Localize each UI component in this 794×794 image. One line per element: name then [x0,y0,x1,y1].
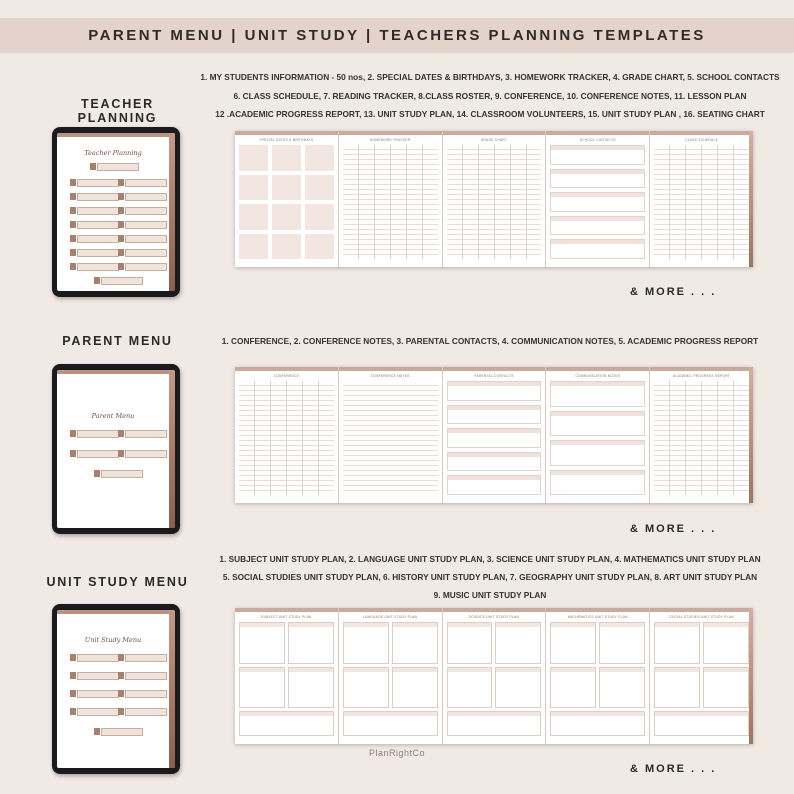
page-heading: COMMUNICATION NOTES [575,374,621,378]
unit-study-menu-title: UNIT STUDY MENU [46,575,189,589]
template-page [235,131,339,267]
parent-list-line-1: 1. CONFERENCE, 2. CONFERENCE NOTES, 3. PARENTAL CONTACTS, 4. COMMUNICATION NOTES, 5. ACADEMIC PROGRESS REPORT [221,336,759,346]
tablet-screen [57,133,175,291]
template-page [546,131,650,267]
unit-page-strip [235,608,753,744]
tablet-menu-button [77,708,119,716]
tablet-tab-bar [57,370,169,374]
tablet-screen [57,610,175,768]
tablet-screen [57,370,175,528]
tablet-menu-button [77,690,119,698]
tablet-menu-button [125,235,167,243]
tablet-menu-button [97,163,139,171]
template-page [546,367,650,503]
unit-list-line-3: 9. MUSIC UNIT STUDY PLAN [433,590,547,600]
tablet-menu-button [125,249,167,257]
page-heading: ACADEMIC PROGRESS REPORT [673,374,731,378]
page-heading: SCHOOL CONTACTS [579,138,616,142]
teacher-list-line-3: 12 .ACADEMIC PROGRESS REPORT, 13. UNIT STUDY PLAN, 14. CLASSROOM VOLUNTEERS, 15. UNIT STUDY PLAN , 16. SEATING CHART [215,109,765,119]
template-page [650,367,753,503]
tablet-side-tabs [169,370,175,528]
page-heading: CONFERENCE [273,374,300,378]
tablet-menu-button [125,221,167,229]
page-heading: SPECIAL DATES & BIRTHDAYS [259,138,314,142]
teacher-planning-title: TEACHER PLANNING [77,97,158,125]
teacher-more-label: & MORE . . . [630,286,717,298]
parent-tablet-preview [52,364,180,534]
page-heading: SOCIAL STUDIES UNIT STUDY PLAN [669,615,734,619]
tablet-side-tabs [169,610,175,768]
tablet-menu-button [77,430,119,438]
page-heading: SCIENCE UNIT STUDY PLAN [468,615,520,619]
template-page [339,131,443,267]
tablet-menu-button [77,450,119,458]
tablet-menu-button [125,654,167,662]
tablet-menu-title: Parent Menu [91,412,135,420]
tablet-tab-bar [57,610,169,614]
parent-page-strip [235,367,753,503]
parent-menu-title: PARENT MENU [62,334,173,348]
teacher-tablet-preview [52,127,180,297]
tablet-menu-button [101,277,143,285]
tablet-menu-button [125,450,167,458]
template-page [235,367,339,503]
tablet-menu-button [77,263,119,271]
tablet-menu-button [125,690,167,698]
template-page [443,367,547,503]
tablet-menu-button [77,249,119,257]
tablet-menu-button [125,207,167,215]
page-heading: LANGUAGE UNIT STUDY PLAN [363,615,418,619]
tablet-menu-button [125,708,167,716]
page-banner: PARENT MENU | UNIT STUDY | TEACHERS PLANNING TEMPLATES [0,18,794,52]
tablet-menu-button [77,654,119,662]
tablet-menu-button [101,470,143,478]
template-page [339,608,443,744]
tablet-menu-title: Teacher Planning [84,149,142,157]
template-page [339,367,443,503]
tablet-menu-button [101,728,143,736]
page-heading: CLASS SCHEDULE [685,138,719,142]
tablet-menu-button [77,235,119,243]
tablet-menu-button [125,430,167,438]
brand-watermark: PlanRightCo [368,748,426,758]
tablet-menu-button [125,263,167,271]
template-page [650,131,753,267]
template-page [443,608,547,744]
tablet-menu-button [77,221,119,229]
tablet-side-tabs [169,133,175,291]
page-heading: SUBJECT UNIT STUDY PLAN [261,615,312,619]
unit-list-line-2: 5. SOCIAL STUDIES UNIT STUDY PLAN, 6. HISTORY UNIT STUDY PLAN, 7. GEOGRAPHY UNIT STUDY PLAN, 8. ART UNIT STUDY PLAN [222,572,758,582]
teacher-list-line-1: 1. MY STUDENTS INFORMATION - 50 nos, 2. SPECIAL DATES & BIRTHDAYS, 3. HOMEWORK TRACKER, 4. GRADE CHART, 5. SCHOOL CONTACTS [200,72,780,82]
page-heading: MATHEMATICS UNIT STUDY PLAN [567,615,628,619]
tablet-menu-button [125,193,167,201]
tablet-tab-bar [57,133,169,137]
teacher-page-strip [235,131,753,267]
page-heading: CONFERENCE NOTES [370,374,410,378]
template-page [650,608,753,744]
template-page [235,608,339,744]
template-page [443,131,547,267]
tablet-menu-button [77,193,119,201]
tablet-menu-button [125,672,167,680]
tablet-menu-button [77,207,119,215]
page-heading: PARENTAL CONTACTS [474,374,514,378]
teacher-list-line-2: 6. CLASS SCHEDULE, 7. READING TRACKER, 8.CLASS ROSTER, 9. CONFERENCE, 10. CONFERENCE NOTES, 11. LESSON PLAN [233,91,747,101]
tablet-menu-button [77,179,119,187]
unit-more-label: & MORE . . . [630,763,717,775]
tablet-menu-button [125,179,167,187]
tablet-menu-title: Unit Study Menu [84,636,142,644]
unit-list-line-1: 1. SUBJECT UNIT STUDY PLAN, 2. LANGUAGE UNIT STUDY PLAN, 3. SCIENCE UNIT STUDY PLAN, 4. MATHEMATICS UNIT STUDY PLAN [219,554,761,564]
tablet-menu-button [77,672,119,680]
page-heading: HOMEWORK TRACKER [370,138,411,142]
page-heading: GRADE CHART [480,138,508,142]
parent-more-label: & MORE . . . [630,523,717,535]
template-page [546,608,650,744]
